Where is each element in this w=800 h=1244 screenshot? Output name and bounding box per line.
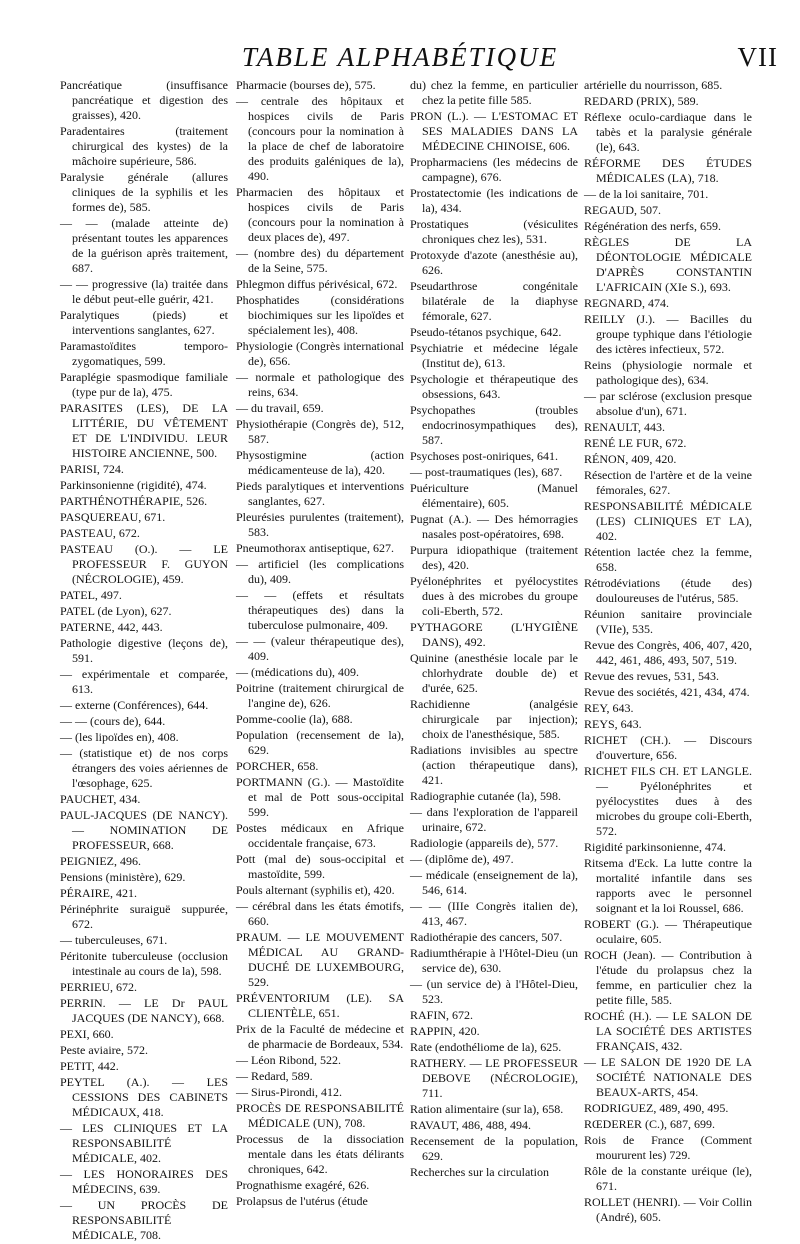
index-entry: Psychologie et thérapeutique des obsessions, 643. <box>410 372 578 401</box>
index-entry: Pancréatique (insuffisance pancréatique et digestion des graisses), 420. <box>60 78 228 122</box>
index-column-2 <box>236 78 404 1210</box>
index-entry: RICHET (CH.). — Discours d'ouverture, 656. <box>584 733 752 762</box>
index-entry: Physiologie (Congrès international de), 656. <box>236 339 404 368</box>
index-entry: PRÉVENTORIUM (LE). SA CLIENTÈLE, 651. <box>236 991 404 1020</box>
index-entry: RÉFORME DES ÉTUDES MÉDICALES (LA), 718. <box>584 156 752 185</box>
index-entry: Ritsema d'Eck. La lutte contre la mortalité infantile dans ses rapports avec le personnel soignant et la loi Roussel, 686. <box>584 856 752 915</box>
index-entry: PÉRAIRE, 421. <box>60 886 138 900</box>
index-entry: — (nombre des) du département de la Seine, 575. <box>236 246 404 275</box>
index-entry: — artificiel (les complications du), 409. <box>236 557 404 586</box>
index-entry: ROBERT (G.). — Thérapeutique oculaire, 605. <box>584 917 752 946</box>
index-entry: Prix de la Faculté de médecine et de pharmacie de Bordeaux, 534. <box>236 1022 404 1051</box>
index-entry: — — (cours de), 644. <box>60 714 166 728</box>
index-entry: PERRIEU, 672. <box>60 980 138 994</box>
index-entry: Pieds paralytiques et interventions sanglantes, 627. <box>236 479 404 508</box>
index-entry: RENÉ LE FUR, 672. <box>584 436 687 450</box>
index-entry: Rigidité parkinsonienne, 474. <box>584 840 726 854</box>
index-entry: Protoxyde d'azote (anesthésie au), 626. <box>410 248 578 277</box>
index-entry: Revue des revues, 531, 543. <box>584 669 719 683</box>
index-entry: — normale et pathologique des reins, 634. <box>236 370 404 399</box>
index-entry: — LES CLINIQUES ET LA RESPONSABILITÉ MÉDICALE, 402. <box>60 1121 228 1165</box>
index-entry: — post-traumatiques (les), 687. <box>410 465 563 479</box>
index-entry: Population (recensement de la), 629. <box>236 728 404 757</box>
index-entry: RENAULT, 443. <box>584 420 665 434</box>
index-entry: PATERNE, 442, 443. <box>60 620 163 634</box>
index-entry: — Léon Ribond, 522. <box>236 1053 341 1067</box>
index-entry: — Sirus-Pirondi, 412. <box>236 1085 343 1099</box>
index-entry: Résection de l'artère et de la veine fémorales, 627. <box>584 468 752 497</box>
index-entry: — — (IIIe Congrès italien de), 413, 467. <box>410 899 578 928</box>
index-entry: — — (effets et résultats thérapeutiques des) dans la tuberculose pulmonaire, 409. <box>236 588 404 632</box>
index-entry: Puériculture (Manuel élémentaire), 605. <box>410 481 578 510</box>
index-columns <box>60 78 790 1242</box>
index-entry: Pharmacien des hôpitaux et hospices civils de Paris (concours pour la nomination à deux places de), 497. <box>236 185 404 244</box>
index-entry: Prostatiques (vésiculites chroniques chez les), 531. <box>410 217 578 246</box>
index-entry: RODRIGUEZ, 489, 490, 495. <box>584 1101 729 1115</box>
index-entry: Paralytiques (pieds) et interventions sanglantes, 627. <box>60 308 228 337</box>
index-entry: PORTMANN (G.). — Mastoïdite et mal de Pott sous-occipital 599. <box>236 775 404 819</box>
index-entry: PRON (L.). — L'ESTOMAC ET SES MALADIES DANS LA MÉDECINE CHINOISE, 606. <box>410 109 578 153</box>
index-entry: PEXI, 660. <box>60 1027 114 1041</box>
index-entry: Régénération des nerfs, 659. <box>584 219 721 233</box>
index-entry: PARISI, 724. <box>60 462 124 476</box>
index-entry: Recherches sur la circulation <box>410 1165 549 1179</box>
index-entry: PATEL (de Lyon), 627. <box>60 604 172 618</box>
index-entry: PASTEAU, 672. <box>60 526 140 540</box>
index-entry: RAVAUT, 486, 488, 494. <box>410 1118 532 1132</box>
index-entry: — (un service de) à l'Hôtel-Dieu, 523. <box>410 977 578 1006</box>
index-entry: Pugnat (A.). — Des hémorragies nasales post-opératoires, 698. <box>410 512 578 541</box>
index-entry: RÈGLES DE LA DÉONTOLOGIE MÉDICALE D'APRÈS CONSTANTIN L'AFRICAIN (XIe S.), 693. <box>584 235 752 294</box>
index-entry: PERRIN. — LE Dr PAUL JACQUES (DE NANCY), 668. <box>60 996 228 1025</box>
index-entry: Parkinsonienne (rigidité), 474. <box>60 478 207 492</box>
index-entry: — — progressive (la) traitée dans le début peut-elle guérir, 421. <box>60 277 228 306</box>
index-column-3 <box>410 78 578 1181</box>
index-entry: — externe (Conférences), 644. <box>60 698 209 712</box>
index-entry: — centrale des hôpitaux et hospices civils de Paris (concours pour la nomination à la place de chef de laboratoire des produits galéniques de la), 490. <box>236 94 404 183</box>
index-entry: — (diplôme de), 497. <box>410 852 514 866</box>
index-entry: — expérimentale et comparée, 613. <box>60 667 228 696</box>
index-entry: — (les lipoïdes en), 408. <box>60 730 179 744</box>
index-entry: Radiothérapie des cancers, 507. <box>410 930 563 944</box>
index-entry: PASQUEREAU, 671. <box>60 510 166 524</box>
index-entry: PARASITES (LES), DE LA LITTÉRIE, DU VÊTEMENT ET DE L'INDIVIDU. LEUR HISTOIRE ANCIENNE, 500. <box>60 401 228 460</box>
index-entry: Périnéphrite suraiguë suppurée, 672. <box>60 902 228 931</box>
index-entry: ROLLET (HENRI). — Voir Collin (André), 605. <box>584 1195 752 1224</box>
index-entry: du) chez la femme, en particulier chez la petite fille 585. <box>410 78 578 107</box>
index-entry: Pott (mal de) sous-occipital et mastoïdite, 599. <box>236 852 404 881</box>
index-entry: Péritonite tuberculeuse (occlusion intestinale au cours de la), 598. <box>60 949 228 978</box>
index-entry: Pensions (ministère), 629. <box>60 870 186 884</box>
index-entry: Rétention lactée chez la femme, 658. <box>584 545 752 574</box>
index-entry: Rois de France (Comment moururent les) 729. <box>584 1133 752 1162</box>
index-entry: Réunion sanitaire provinciale (VIIe), 535. <box>584 607 752 636</box>
index-entry: PAUCHET, 434. <box>60 792 141 806</box>
index-entry: RŒDERER (C.), 687, 699. <box>584 1117 716 1131</box>
index-entry: Rôle de la constante uréique (le), 671. <box>584 1164 752 1193</box>
index-entry: ROCHÉ (H.). — LE SALON DE LA SOCIÉTÉ DES ARTISTES FRANÇAIS, 432. <box>584 1009 752 1053</box>
index-entry: Revue des sociétés, 421, 434, 474. <box>584 685 750 699</box>
index-entry: Revue des Congrès, 406, 407, 420, 442, 461, 486, 493, 507, 519. <box>584 638 752 667</box>
index-entry: — LES HONORAIRES DES MÉDECINS, 639. <box>60 1167 228 1196</box>
index-entry: Phosphatides (considérations biochimiques sur les lipoïdes et spécialement les), 408. <box>236 293 404 337</box>
index-entry: Pyélonéphrites et pyélocystites dues à des microbes du groupe coli-Eberth, 572. <box>410 574 578 618</box>
index-column-1 <box>60 78 228 1244</box>
index-entry: — du travail, 659. <box>236 401 324 415</box>
index-entry: — (médications du), 409. <box>236 665 359 679</box>
index-entry: Paraplégie spasmodique familiale (type pur de la), 475. <box>60 370 228 399</box>
page-header <box>0 40 800 80</box>
index-entry: PRAUM. — LE MOUVEMENT MÉDICAL AU GRAND-DUCHÉ DE LUXEMBOURG, 529. <box>236 930 404 989</box>
index-entry: PORCHER, 658. <box>236 759 319 773</box>
index-entry: Prolapsus de l'utérus (étude <box>236 1194 368 1208</box>
index-entry: PROCÈS DE RESPONSABILITÉ MÉDICALE (UN), 708. <box>236 1101 404 1130</box>
index-entry: Pharmacie (bourses de), 575. <box>236 78 376 92</box>
page-number: VII <box>737 42 778 72</box>
index-entry: artérielle du nourrisson, 685. <box>584 78 723 92</box>
index-entry: — UN PROCÈS DE RESPONSABILITÉ MÉDICALE, 708. <box>60 1198 228 1242</box>
index-entry: — — (malade atteinte de) présentant toutes les apparences de la guérison après traitement, 687. <box>60 216 228 275</box>
index-entry: Prognathisme exagéré, 626. <box>236 1178 370 1192</box>
index-entry: Quinine (anesthésie locale par le chlorhydrate double de) et d'urée, 625. <box>410 651 578 695</box>
index-entry: Radiologie (appareils de), 577. <box>410 836 559 850</box>
index-entry: REY, 643. <box>584 701 634 715</box>
index-entry: Propharmaciens (les médecins de campagne), 676. <box>410 155 578 184</box>
index-entry: Radiations invisibles au spectre (action thérapeutique dans), 421. <box>410 743 578 787</box>
index-entry: RÉNON, 409, 420. <box>584 452 677 466</box>
index-entry: Pseudo-tétanos psychique, 642. <box>410 325 562 339</box>
index-entry: RESPONSABILITÉ MÉDICALE (LES) CLINIQUES ET LA), 402. <box>584 499 752 543</box>
index-entry: Phlegmon diffus périvésical, 672. <box>236 277 398 291</box>
index-entry: RAPPIN, 420. <box>410 1024 480 1038</box>
index-entry: Pneumothorax antiseptique, 627. <box>236 541 394 555</box>
index-entry: REILLY (J.). — Bacilles du groupe typhique dans l'étiologie des ictères infectieux, 572. <box>584 312 752 356</box>
index-entry: Poitrine (traitement chirurgical de l'angine de), 626. <box>236 681 404 710</box>
index-entry: RAFIN, 672. <box>410 1008 474 1022</box>
index-entry: Physostigmine (action médicamenteuse de la), 420. <box>236 448 404 477</box>
index-entry: — Redard, 589. <box>236 1069 313 1083</box>
index-entry: Psychopathes (troubles endocrinosympathiques des), 587. <box>410 403 578 447</box>
index-entry: RATHERY. — LE PROFESSEUR DEBOVE (NÉCROLOGIE), 711. <box>410 1056 578 1100</box>
index-entry: Paradentaires (traitement chirurgical des kystes) de la mâchoire supérieure, 586. <box>60 124 228 168</box>
index-entry: Recensement de la population, 629. <box>410 1134 578 1163</box>
index-entry: PEYTEL (A.). — LES CESSIONS DES CABINETS MÉDICAUX, 418. <box>60 1075 228 1119</box>
index-entry: PASTEAU (O.). — LE PROFESSEUR F. GUYON (NÉCROLOGIE), 459. <box>60 542 228 586</box>
index-entry: PEIGNIEZ, 496. <box>60 854 141 868</box>
index-entry: — tuberculeuses, 671. <box>60 933 168 947</box>
index-entry: Rate (endothéliome de la), 625. <box>410 1040 562 1054</box>
index-entry: Radiographie cutanée (la), 598. <box>410 789 561 803</box>
index-entry: — cérébral dans les états émotifs, 660. <box>236 899 404 928</box>
index-entry: Pseudarthrose congénitale bilatérale de la diaphyse fémorale, 627. <box>410 279 578 323</box>
index-entry: Pleurésies purulentes (traitement), 583. <box>236 510 404 539</box>
index-entry: — — (valeur thérapeutique des), 409. <box>236 634 404 663</box>
index-entry: Radiumthérapie à l'Hôtel-Dieu (un service de), 630. <box>410 946 578 975</box>
index-entry: Rétrodéviations (étude des) douloureuses de l'utérus, 585. <box>584 576 752 605</box>
index-entry: Physiothérapie (Congrès de), 512, 587. <box>236 417 404 446</box>
index-entry: PYTHAGORE (L'HYGIÈNE DANS), 492. <box>410 620 578 649</box>
index-entry: REGAUD, 507. <box>584 203 661 217</box>
index-entry: Paramastoïdites temporo-zygomatiques, 599. <box>60 339 228 368</box>
index-entry: Paralysie générale (allures cliniques de la syphilis et les formes de), 585. <box>60 170 228 214</box>
index-entry: Ration alimentaire (sur la), 658. <box>410 1102 564 1116</box>
index-entry: PAUL-JACQUES (DE NANCY). — NOMINATION DE PROFESSEUR, 668. <box>60 808 228 852</box>
index-entry: REGNARD, 474. <box>584 296 670 310</box>
index-entry: — de la loi sanitaire, 701. <box>584 187 709 201</box>
index-entry: PATEL, 497. <box>60 588 122 602</box>
index-entry: Pathologie digestive (leçons de), 591. <box>60 636 228 665</box>
index-entry: — par sclérose (exclusion presque absolue d'un), 671. <box>584 389 752 418</box>
index-entry: Processus de la dissociation mentale dans les états délirants chroniques, 642. <box>236 1132 404 1176</box>
index-column-4 <box>584 78 752 1226</box>
index-entry: — (statistique et) de nos corps étrangers des voies aériennes de l'œsophage, 625. <box>60 746 228 790</box>
index-entry: PARTHÉNOTHÉRAPIE, 526. <box>60 494 208 508</box>
index-entry: PETIT, 442. <box>60 1059 119 1073</box>
page-title: TABLE ALPHABÉTIQUE <box>241 42 559 72</box>
index-entry: Reins (physiologie normale et pathologique des), 634. <box>584 358 752 387</box>
index-entry: Psychoses post-oniriques, 641. <box>410 449 558 463</box>
index-entry: REDARD (PRIX), 589. <box>584 94 699 108</box>
index-entry: Peste aviaire, 572. <box>60 1043 148 1057</box>
index-entry: ROCH (Jean). — Contribution à l'étude du prolapsus chez la femme, en particulier chez la petite fille, 585. <box>584 948 752 1007</box>
index-entry: Prostatectomie (les indications de la), 434. <box>410 186 578 215</box>
index-entry: — LE SALON DE 1920 DE LA SOCIÉTÉ NATIONALE DES BEAUX-ARTS, 454. <box>584 1055 752 1099</box>
index-entry: Purpura idiopathique (traitement des), 420. <box>410 543 578 572</box>
index-entry: RICHET FILS CH. ET LANGLE. — Pyélonéphrites et pyélocystites dues à des microbes du groupe coli-Eberth, 572. <box>584 764 752 838</box>
index-entry: — dans l'exploration de l'appareil urinaire, 672. <box>410 805 578 834</box>
index-entry: Postes médicaux en Afrique occidentale française, 673. <box>236 821 404 850</box>
index-entry: Psychiatrie et médecine légale (Institut de), 613. <box>410 341 578 370</box>
index-entry: Rachidienne (analgésie chirurgicale par injection); choix de l'anesthésique, 585. <box>410 697 578 741</box>
index-entry: Réflexe oculo-cardiaque dans le tabès et la paralysie générale (le), 643. <box>584 110 752 154</box>
index-entry: Pouls alternant (syphilis et), 420. <box>236 883 395 897</box>
index-entry: Pomme-coolie (la), 688. <box>236 712 353 726</box>
index-entry: — médicale (enseignement de la), 546, 614. <box>410 868 578 897</box>
index-entry: REYS, 643. <box>584 717 642 731</box>
